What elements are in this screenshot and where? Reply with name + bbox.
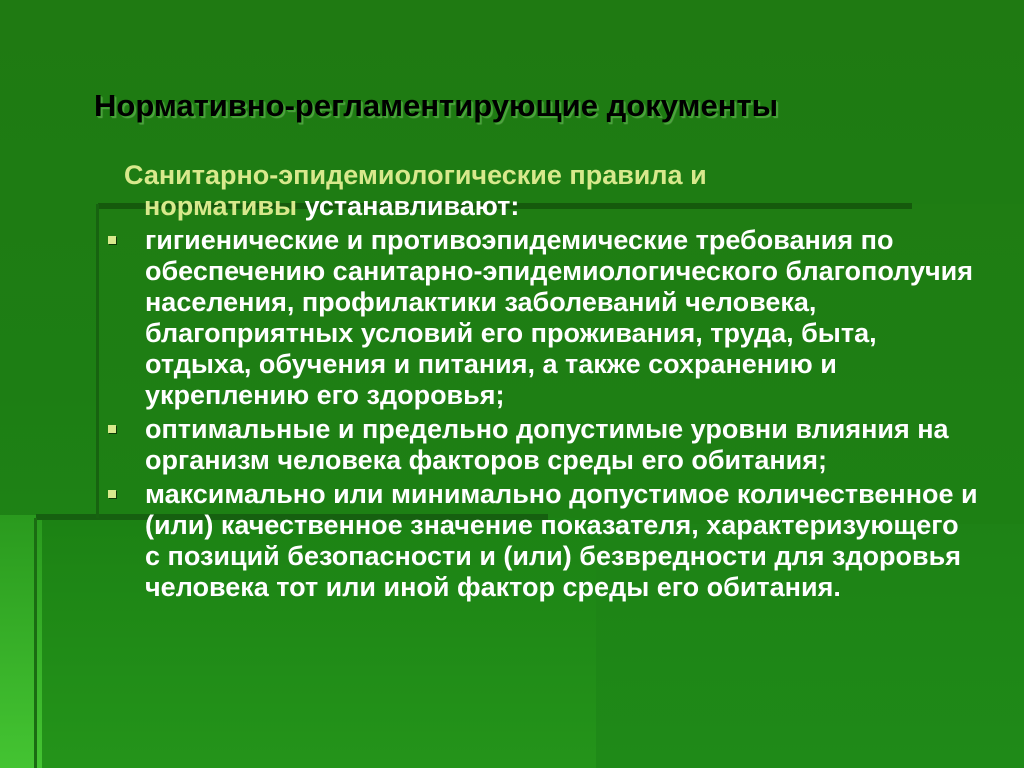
square-bullet-icon — [108, 490, 116, 498]
intro-paragraph — [124, 160, 904, 222]
slide-title: Нормативно-регламентирующие документы — [94, 88, 779, 123]
bullet-text: оптимальные и предельно допустимые уровни влияния на организм человека факторов среды его обитания; — [145, 414, 949, 475]
square-bullet-icon — [108, 425, 116, 433]
bullet-item — [100, 414, 980, 476]
intro-second-line — [124, 191, 904, 222]
bullet-item — [100, 225, 980, 411]
bullet-item — [100, 479, 980, 603]
intro-rest-text: устанавливают: — [297, 191, 520, 221]
square-bullet-icon — [108, 236, 116, 244]
intro-highlight-line2: нормативы — [144, 191, 298, 221]
decorative-vertical-line — [34, 518, 37, 768]
bullet-list — [100, 225, 980, 603]
bullet-text: гигиенические и противоэпидемические требования по обеспечению санитарно-эпидемиологического благополучия населения, профилактики заболеваний человека, благоприятных условий его проживания, труда, быта, отдыха, обучения и питания, а также сохранению и укреплению его здоровья; — [145, 225, 973, 410]
bullet-text: максимально или минимально допустимое количественное и (или) качественное значение показателя, характеризующего с позиций безопасности и (или) безвредности для здоровья человека тот или иной фактор среды его обитания. — [145, 479, 978, 602]
intro-highlight-line1: Санитарно-эпидемиологические правила и — [124, 160, 707, 190]
slide-content — [100, 160, 980, 606]
decorative-vertical-line — [96, 204, 99, 518]
